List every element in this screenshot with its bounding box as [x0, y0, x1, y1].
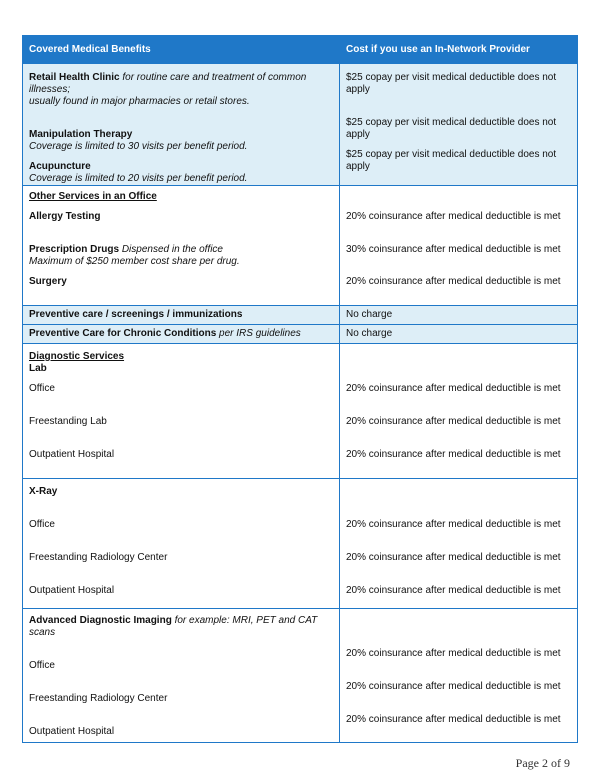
diagnostic-services-heading: Diagnostic Services	[29, 351, 125, 362]
preventive-care-cost: No charge	[346, 309, 393, 320]
other-services-heading: Other Services in an Office	[29, 191, 157, 202]
lab-outpatient-cost: 20% coinsurance after medical deductible is met	[346, 449, 561, 460]
surgery-cost: 20% coinsurance after medical deductible is met	[346, 276, 561, 287]
imaging-outpatient-label: Outpatient Hospital	[29, 726, 115, 737]
imaging-office-cost: 20% coinsurance after medical deductible is met	[346, 648, 561, 659]
page-number: Page 2 of 9	[515, 756, 570, 770]
imaging-office-label: Office	[29, 660, 55, 671]
chronic-care-desc: per IRS guidelines	[219, 328, 301, 339]
freestanding-lab-label: Freestanding Lab	[29, 416, 107, 427]
retail-clinic-desc: for routine care and treatment of common illnesses;	[29, 72, 307, 95]
column-header-cost: Cost if you use an In-Network Provider	[340, 36, 578, 64]
acupuncture-label: Acupuncture	[29, 161, 91, 172]
benefit-cell	[23, 306, 340, 325]
advanced-imaging-heading: Advanced Diagnostic Imaging	[29, 615, 172, 626]
benefit-cell	[23, 479, 340, 609]
table-header-row	[23, 36, 578, 64]
prescription-drugs-label: Prescription Drugs	[29, 244, 120, 255]
freestanding-lab-cost: 20% coinsurance after medical deductible is met	[346, 416, 561, 427]
manipulation-cost: $25 copay per visit medical deductible does not	[346, 117, 557, 128]
prescription-drugs-desc: Dispensed in the office	[121, 244, 223, 255]
cost-cell	[340, 479, 578, 609]
column-header-benefits: Covered Medical Benefits	[23, 36, 340, 64]
imaging-outpatient-cost: 20% coinsurance after medical deductible is met	[346, 714, 561, 725]
benefit-cell	[23, 344, 340, 479]
table-row	[23, 609, 578, 743]
xray-freestanding-label: Freestanding Radiology Center	[29, 552, 168, 563]
manipulation-desc: Coverage is limited to 30 visits per benefit period.	[29, 141, 248, 152]
cost-cell	[340, 344, 578, 479]
lab-subheading: Lab	[29, 363, 47, 374]
retail-clinic-cost: $25 copay per visit medical deductible does not	[346, 72, 557, 83]
imaging-freestanding-label: Freestanding Radiology Center	[29, 693, 168, 704]
chronic-care-label: Preventive Care for Chronic Conditions	[29, 328, 217, 339]
surgery-label: Surgery	[29, 276, 67, 287]
prescription-drugs-desc-2: Maximum of $250 member cost share per drug.	[29, 256, 240, 267]
preventive-care-label: Preventive care / screenings / immunizations	[29, 309, 243, 320]
table-row	[23, 344, 578, 479]
acupuncture-cost-2: apply	[346, 161, 370, 172]
table-row	[23, 306, 578, 325]
benefit-cell	[23, 186, 340, 306]
allergy-testing-cost: 20% coinsurance after medical deductible is met	[346, 211, 561, 222]
retail-clinic-cost-2: apply	[346, 84, 370, 95]
cost-cell	[340, 325, 578, 344]
retail-clinic-desc-2: usually found in major pharmacies or retail stores.	[29, 96, 250, 107]
xray-outpatient-cost: 20% coinsurance after medical deductible is met	[346, 585, 561, 596]
cost-cell	[340, 609, 578, 743]
table-row	[23, 186, 578, 306]
table-row	[23, 325, 578, 344]
benefit-cell	[23, 64, 340, 186]
cost-cell	[340, 64, 578, 186]
table-row	[23, 64, 578, 186]
benefit-cell	[23, 609, 340, 743]
xray-office-cost: 20% coinsurance after medical deductible is met	[346, 519, 561, 530]
table-row	[23, 479, 578, 609]
benefits-table	[22, 35, 578, 743]
lab-office-label: Office	[29, 383, 55, 394]
advanced-imaging-desc: for example: MRI, PET and CAT scans	[29, 615, 318, 638]
xray-outpatient-label: Outpatient Hospital	[29, 585, 115, 596]
benefit-cell	[23, 325, 340, 344]
xray-office-label: Office	[29, 519, 55, 530]
manipulation-cost-2: apply	[346, 129, 370, 140]
lab-office-cost: 20% coinsurance after medical deductible is met	[346, 383, 561, 394]
allergy-testing-label: Allergy Testing	[29, 211, 101, 222]
chronic-care-cost: No charge	[346, 328, 393, 339]
xray-heading: X-Ray	[29, 486, 58, 497]
imaging-freestanding-cost: 20% coinsurance after medical deductible is met	[346, 681, 561, 692]
acupuncture-cost: $25 copay per visit medical deductible does not	[346, 149, 557, 160]
cost-cell	[340, 306, 578, 325]
acupuncture-desc: Coverage is limited to 20 visits per benefit period.	[29, 173, 248, 184]
cost-cell	[340, 186, 578, 306]
lab-outpatient-label: Outpatient Hospital	[29, 449, 115, 460]
prescription-drugs-cost: 30% coinsurance after medical deductible is met	[346, 244, 561, 255]
xray-freestanding-cost: 20% coinsurance after medical deductible is met	[346, 552, 561, 563]
manipulation-label: Manipulation Therapy	[29, 129, 133, 140]
retail-clinic-label: Retail Health Clinic	[29, 72, 120, 83]
